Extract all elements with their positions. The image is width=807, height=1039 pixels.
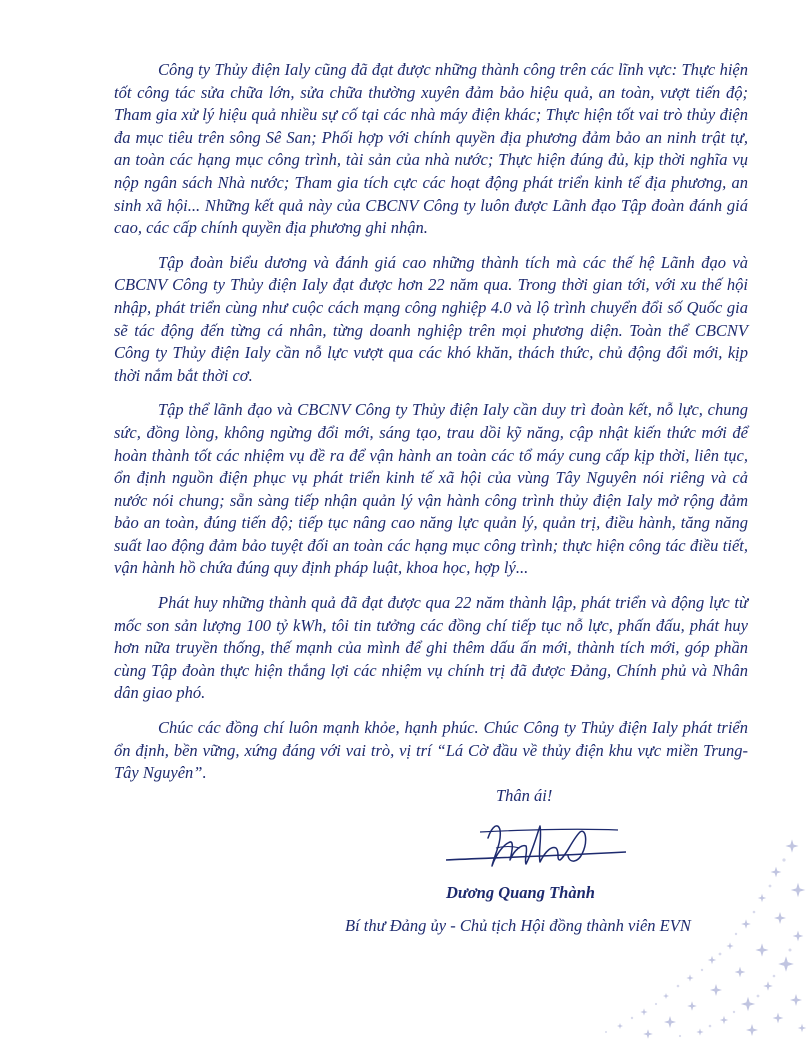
signer-name: Dương Quang Thành	[446, 883, 595, 902]
sparkle-pattern-icon	[540, 800, 807, 1039]
paragraph-commendation: Tập đoàn biểu dương và đánh giá cao những thành tích mà các thế hệ Lãnh đạo và CBCNV Công ty Thủy điện Ialy đạt được hơn 22 năm qua. Trong thời gian tới, với xu thế hội nhập, phát triển cùng như cuộc cách mạng công nghiệp 4.0 và lộ trình chuyển đổi số Quốc gia sẽ tác động đến từng cá nhân, từng doanh nghiệp trên mọi phương diện. Toàn thể CBCNV Công ty Thủy điện Ialy cần nỗ lực vượt qua các khó khăn, thách thức, chủ động đổi mới, kịp thời nắm bắt thời cơ.	[114, 252, 748, 385]
paragraph-encouragement: Phát huy những thành quả đã đạt được qua 22 năm thành lập, phát triển và động lực từ mốc son sản lượng 100 tỷ kWh, tôi tin tưởng các đồng chí tiếp tục nỗ lực, phấn đấu, phát huy hơn nữa truyền thống, thế mạnh của mình để ghi thêm dấu ấn mới, thành tích mới, góp phần cùng Tập đoàn thực hiện thắng lợi các nhiệm vụ chính trị đã được Đảng, Chính phủ và Nhân dân giao phó.	[114, 593, 748, 703]
paragraph-achievements: Công ty Thủy điện Ialy cũng đã đạt được những thành công trên các lĩnh vực: Thực hiện tốt công tác sửa chữa lớn, sửa chữa thường xuyên đảm bảo hiệu quả, an toàn, vượt tiến độ; Tham gia xử lý hiệu quả nhiều sự cố tại các nhà máy điện khác; Thực hiện tốt vai trò thủy điện đa mục tiêu trên sông Sê San; Phối hợp với chính quyền địa phương đảm bảo an ninh trật tự, an toàn các hạng mục công trình, tài sản của nhà nước; Thực hiện đúng đủ, kịp thời nghĩa vụ nộp ngân sách Nhà nước; Tham gia tích cực các hoạt động phát triển kinh tế địa phương, an sinh xã hội... Những kết quả này của CBCNV Công ty luôn được Lãnh đạo Tập đoàn đánh giá cao, các cấp chính quyền địa phương ghi nhận.	[114, 60, 748, 238]
letter-body	[114, 59, 748, 797]
paragraph-tasks: Tập thể lãnh đạo và CBCNV Công ty Thủy điện Ialy cần duy trì đoàn kết, nỗ lực, chung sức, đồng lòng, không ngừng đổi mới, sáng tạo, trau dồi kỹ năng, cập nhật kiến thức mới để hoàn thành tốt các nhiệm vụ đề ra để vận hành an toàn các tổ máy cung cấp kịp thời, liên tục, ổn định nguồn điện phục vụ phát triển kinh tế xã hội của vùng Tây Nguyên nói riêng và cả nước nói chung; sẵn sàng tiếp nhận quản lý vận hành công trình thủy điện Ialy mở rộng đảm bảo an toàn, đúng tiến độ; tiếp tục nâng cao năng lực quản lý, quản trị, điều hành, tăng năng suất lao động đảm bảo tuyệt đối an toàn các hạng mục công trình; thực hiện công tác điều tiết, vận hành hồ chứa đúng quy định pháp luật, khoa học, hợp lý...	[114, 400, 748, 578]
signer-title: Bí thư Đảng ủy - Chủ tịch Hội đồng thành viên EVN	[345, 916, 691, 935]
closing-greeting: Thân ái!	[496, 786, 553, 805]
paragraph-wishes: Chúc các đồng chí luôn mạnh khỏe, hạnh phúc. Chúc Công ty Thủy điện Ialy phát triển ổn định, bền vững, xứng đáng với vai trò, vị trí “Lá Cờ đầu về thủy điện khu vực miền Trung-Tây Nguyên”.	[114, 718, 748, 783]
